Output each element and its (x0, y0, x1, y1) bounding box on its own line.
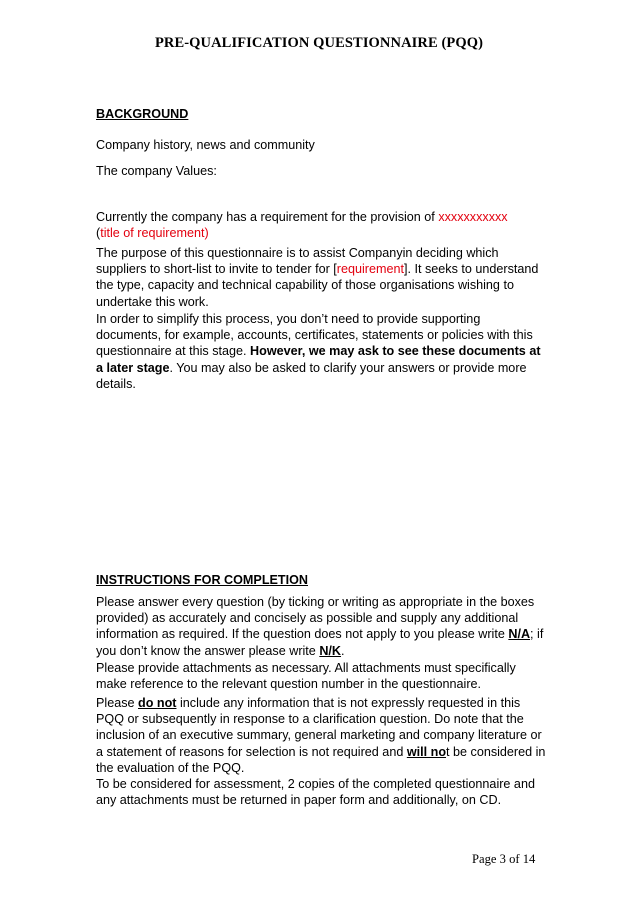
purpose-text-2: ]. It seeks to understand the type, capacity and technical capability of those organisations wishing to undertake this work. (96, 262, 539, 309)
instructions-paragraph-2 (96, 660, 546, 692)
simplify-text-1: In order to simplify this process, you don’t need to provide supporting documents, for example, accounts, certificates, statements or policies with this questionnaire at this stage. (96, 312, 533, 359)
instructions-p2-text: Please provide attachments as necessary. All attachments must specifically make reference to the relevant question number in the questionnaire. (96, 661, 516, 692)
instructions-p3-text-c: be considered in the evaluation of the PQQ. (96, 744, 546, 775)
do-not-emphasis: do not (138, 696, 177, 710)
requirement-placeholder: xxxxxxxxxxx (438, 210, 508, 224)
instructions-p3-text-b: include any information that is not expressly requested in this PQQ or subsequently in response to a clarification question. Do note that the inclusion of an executive summary, general marketing and company literature or a statement of reasons for selection is not required and (96, 696, 542, 759)
simplify-text-2: . You may also be asked to clarify your answers or provide more details. (96, 360, 527, 391)
instructions-paragraph-3 (96, 695, 548, 776)
requirement-paren-open: ( (96, 226, 101, 241)
instructions-p1-text-a: Please answer every question (by ticking or writing as appropriate in the boxes provided) as accurately and concisely as possible and supply any additional information as required. If the question does not apply to you please write (96, 595, 535, 642)
instructions-paragraph-4 (96, 776, 546, 808)
page-title: PRE-QUALIFICATION QUESTIONNAIRE (PQQ) (154, 35, 484, 51)
instructions-p3-text-a: Please (96, 696, 139, 710)
requirement-title-placeholder: title of requirement) (100, 226, 209, 241)
simplify-paragraph (96, 311, 548, 392)
will-not-emphasis: will no (406, 744, 447, 759)
simplify-bold-text: However, we may ask to see these documents at a later stage (96, 344, 541, 375)
purpose-requirement-placeholder: requirement (336, 262, 404, 277)
instructions-p4-text: To be considered for assessment, 2 copies of the completed questionnaire and any attachments must be returned in paper form and additionally, on CD. (96, 777, 535, 808)
requirement-paragraph (96, 209, 546, 241)
instructions-p1-text-b: ; if you don’t know the answer please write (96, 627, 544, 658)
purpose-paragraph (96, 245, 546, 310)
instructions-p1-text-c: . (341, 643, 345, 658)
instructions-p3-text-t: t (446, 744, 450, 759)
instructions-heading: INSTRUCTIONS FOR COMPLETION (96, 573, 308, 587)
company-history-line (96, 137, 546, 153)
company-values-line (96, 163, 546, 179)
company-values-text: The company Values: (96, 164, 217, 178)
instructions-heading-block (96, 572, 546, 588)
na-marker: N/A (508, 627, 531, 642)
page-number: Page 3 of 14 (472, 852, 536, 866)
purpose-text-1: The purpose of this questionnaire is to assist Companyin deciding which suppliers to short-list to invite to tender for [ (96, 246, 499, 277)
instructions-paragraph-1 (96, 594, 544, 659)
background-heading-block (96, 106, 546, 122)
nk-marker: N/K (319, 643, 342, 658)
company-history-text: Company history, news and community (96, 138, 315, 152)
requirement-intro: Currently the company has a requirement for the provision of (96, 210, 439, 224)
background-heading: BACKGROUND (96, 107, 189, 121)
